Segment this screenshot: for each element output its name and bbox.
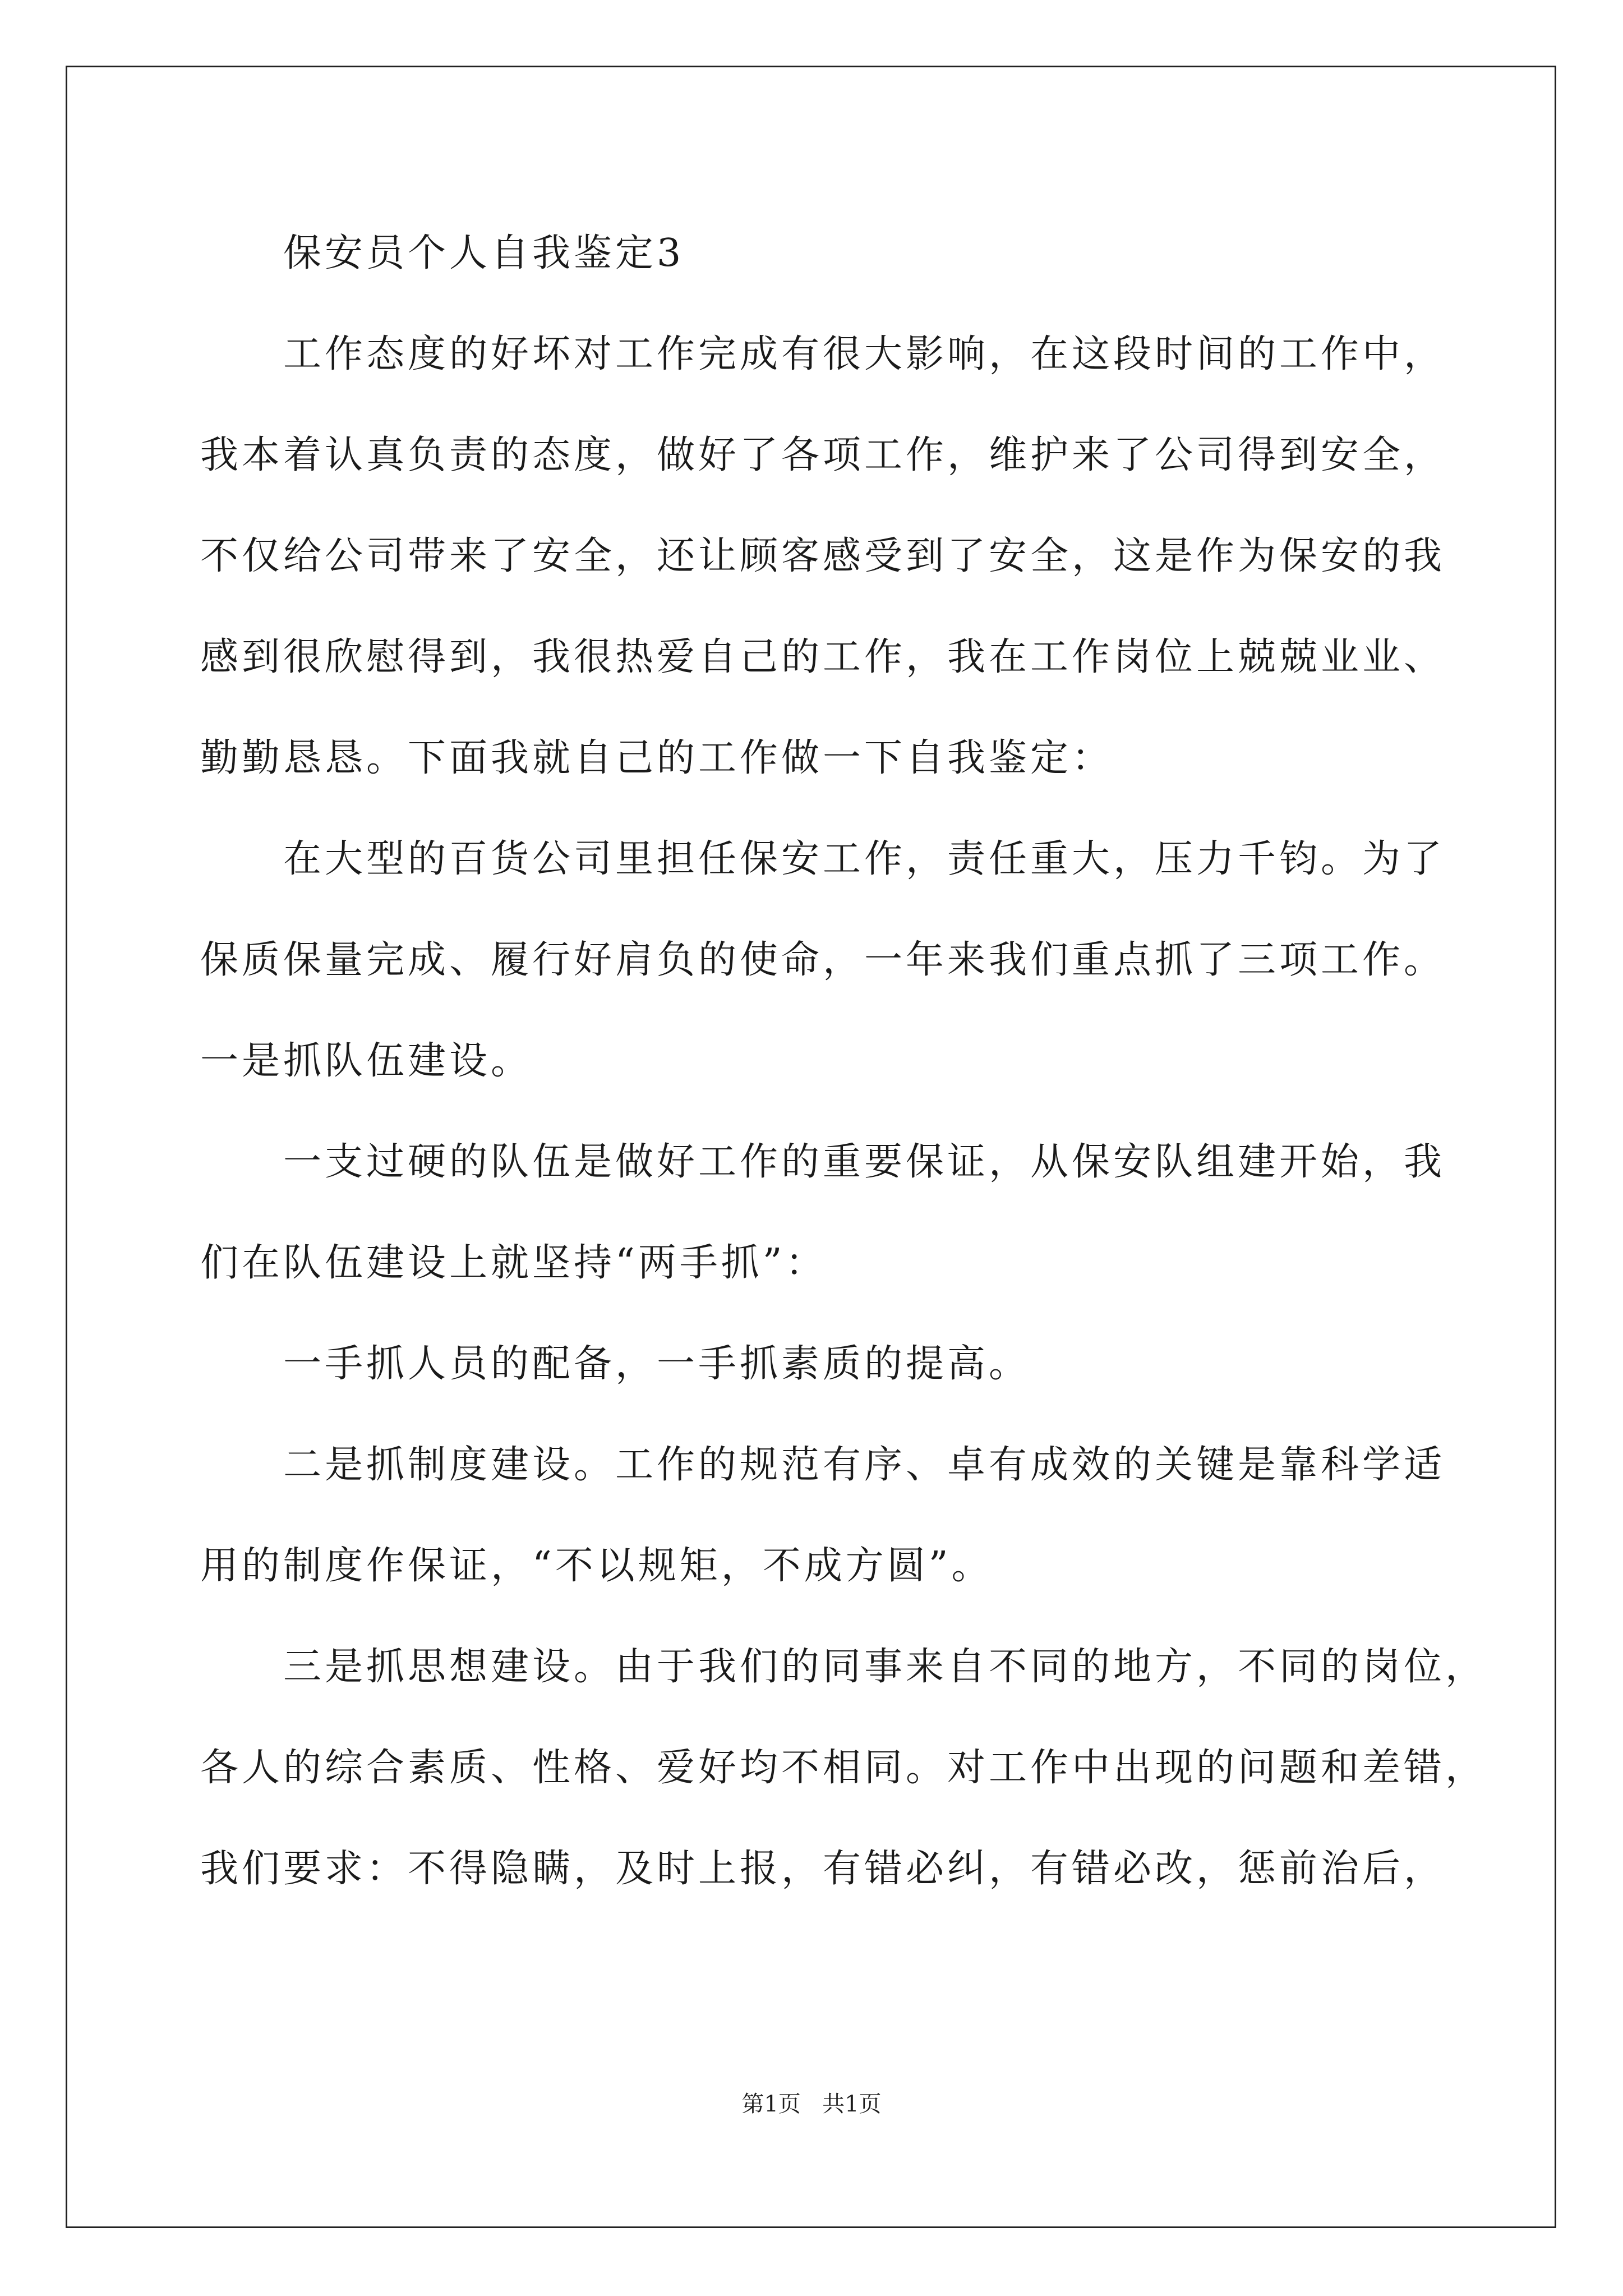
- paragraph-line: 我们要求：不得隐瞒，及时上报，有错必纠，有错必改，惩前治后，: [200, 1847, 1446, 1891]
- page-number-current: 第1页: [741, 2091, 801, 2117]
- paragraph-line: 一手抓人员的配备，一手抓素质的提高。: [283, 1342, 1031, 1386]
- page-footer: [0, 2090, 1623, 2118]
- paragraph-line: 一是抓队伍建设。: [200, 1039, 533, 1083]
- paragraph-line: 工作态度的好坏对工作完成有很大影响，在这段时间的工作中，: [283, 332, 1446, 376]
- paragraph-line: 感到很欣慰得到，我很热爱自己的工作，我在工作岗位上兢兢业业、: [200, 635, 1446, 679]
- paragraph-line: 们在队伍建设上就坚持“两手抓”：: [200, 1241, 827, 1285]
- page-number-total: 共1页: [822, 2091, 882, 2117]
- footer-spacer: [801, 2091, 822, 2117]
- paragraph-line: 三是抓思想建设。由于我们的同事来自不同的地方，不同的岗位，: [283, 1645, 1487, 1689]
- paragraph-line: 各人的综合素质、性格、爱好均不相同。对工作中出现的问题和差错，: [200, 1746, 1487, 1790]
- paragraph-line: 在大型的百货公司里担任保安工作，责任重大，压力千钧。为了: [283, 837, 1446, 881]
- paragraph-line: 二是抓制度建设。工作的规范有序、卓有成效的关键是靠科学适: [283, 1443, 1446, 1487]
- paragraph-line: 勤勤恳恳。下面我就自己的工作做一下自我鉴定：: [200, 736, 1114, 780]
- document-title: 保安员个人自我鉴定3: [283, 231, 685, 275]
- paragraph-line: 我本着认真负责的态度，做好了各项工作，维护来了公司得到安全，: [200, 433, 1446, 477]
- paragraph-line: 保质保量完成、履行好肩负的使命，一年来我们重点抓了三项工作。: [200, 938, 1446, 982]
- paragraph-line: 用的制度作保证，“不以规矩，不成方圆”。: [200, 1544, 993, 1588]
- paragraph-line: 一支过硬的队伍是做好工作的重要保证，从保安队组建开始，我: [283, 1140, 1446, 1184]
- paragraph-line: 不仅给公司带来了安全，还让顾客感受到了安全，这是作为保安的我: [200, 534, 1446, 578]
